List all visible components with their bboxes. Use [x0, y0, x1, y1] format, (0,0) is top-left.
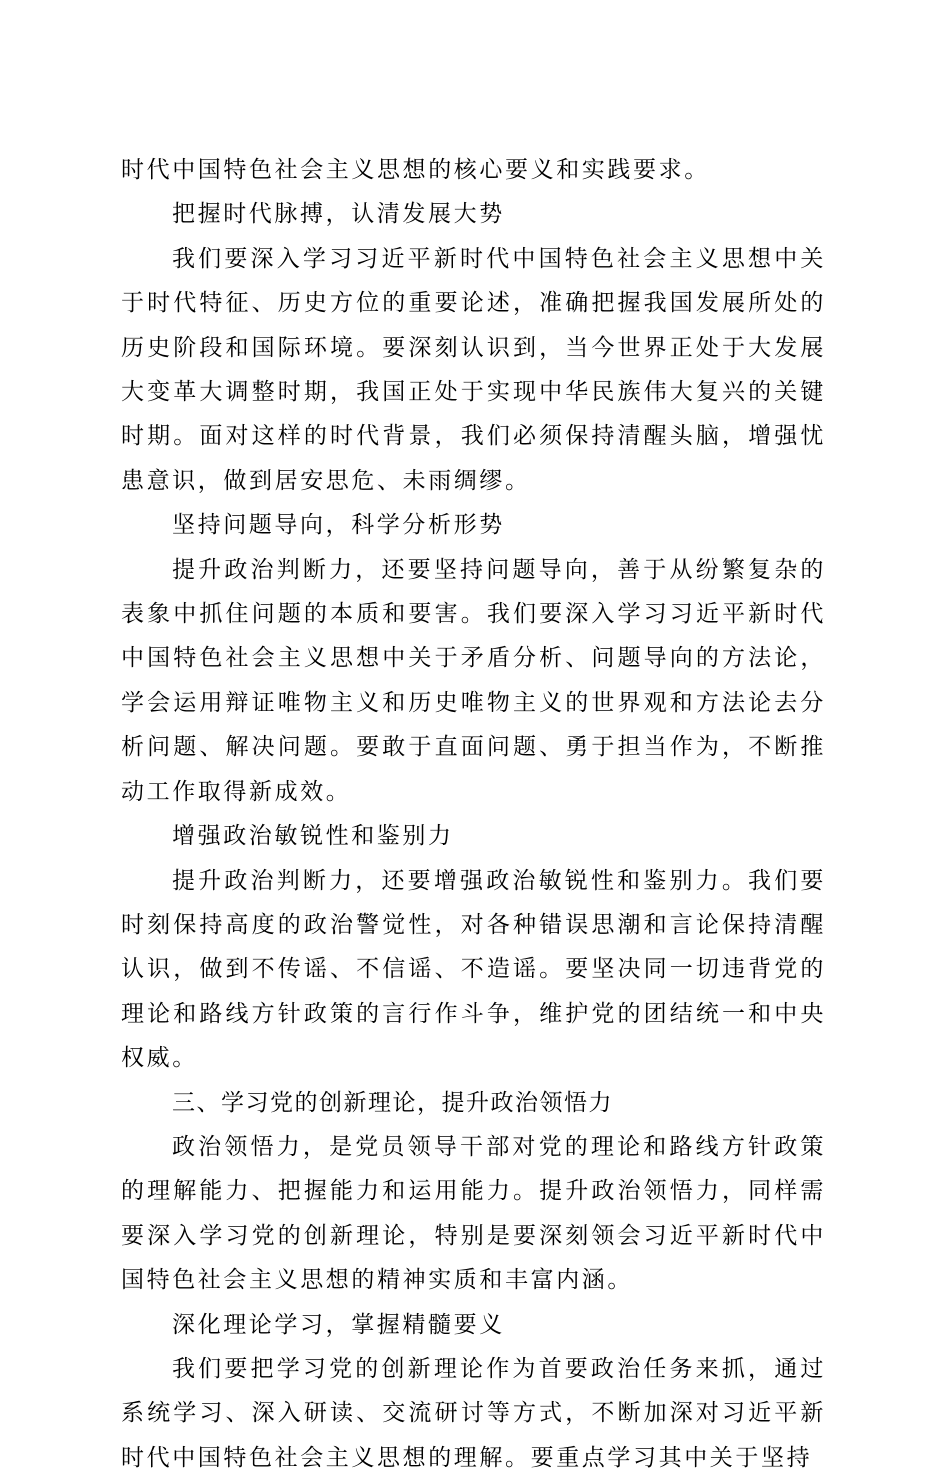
body-paragraph: 提升政治判断力，还要增强政治敏锐性和鉴别力。我们要时刻保持高度的政治警觉性，对各种错误思潮和言论保持清醒认识，做到不传谣、不信谣、不造谣。要坚决同一切违背党的理论和路线方针政策的言行作斗争，维护党的团结统一和中央权威。	[121, 867, 826, 1072]
subheading-political-sensitivity: 增强政治敏锐性和鉴别力	[172, 823, 454, 850]
body-paragraph: 提升政治判断力，还要坚持问题导向，善于从纷繁复杂的表象中抓住问题的本质和要害。我们要深入学习习近平新时代中国特色社会主义思想中关于矛盾分析、问题导向的方法论，学会运用辩证唯物主义和历史唯物主义的世界观和方法论去分析问题、解决问题。要敢于直面问题、勇于担当作为，不断推动工作取得新成效。	[121, 556, 826, 805]
subheading-problem-oriented: 坚持问题导向，科学分析形势	[172, 512, 505, 539]
subheading-deepen-theory: 深化理论学习，掌握精髓要义	[172, 1311, 505, 1338]
document-page	[121, 148, 826, 1480]
body-paragraph: 我们要把学习党的创新理论作为首要政治任务来抓，通过系统学习、深入研读、交流研讨等方式，不断加深对习近平新时代中国特色社会主义思想的理解。要重点学习其中关于坚持	[121, 1355, 826, 1471]
subheading-grasp-era: 把握时代脉搏，认清发展大势	[172, 201, 505, 228]
body-paragraph: 我们要深入学习习近平新时代中国特色社会主义思想中关于时代特征、历史方位的重要论述，准确把握我国发展所处的历史阶段和国际环境。要深刻认识到，当今世界正处于大发展大变革大调整时期，我国正处于实现中华民族伟大复兴的关键时期。面对这样的时代背景，我们必须保持清醒头脑，增强忧患意识，做到居安思危、未雨绸缪。	[121, 245, 826, 494]
body-paragraph: 政治领悟力，是党员领导干部对党的理论和路线方针政策的理解能力、把握能力和运用能力。提升政治领悟力，同样需要深入学习党的创新理论，特别是要深刻领会习近平新时代中国特色社会主义思想的精神实质和丰富内涵。	[121, 1133, 826, 1294]
continuation-paragraph: 时代中国特色社会主义思想的核心要义和实践要求。	[121, 157, 710, 183]
section-heading-three: 三、学习党的创新理论，提升政治领悟力	[172, 1089, 613, 1116]
